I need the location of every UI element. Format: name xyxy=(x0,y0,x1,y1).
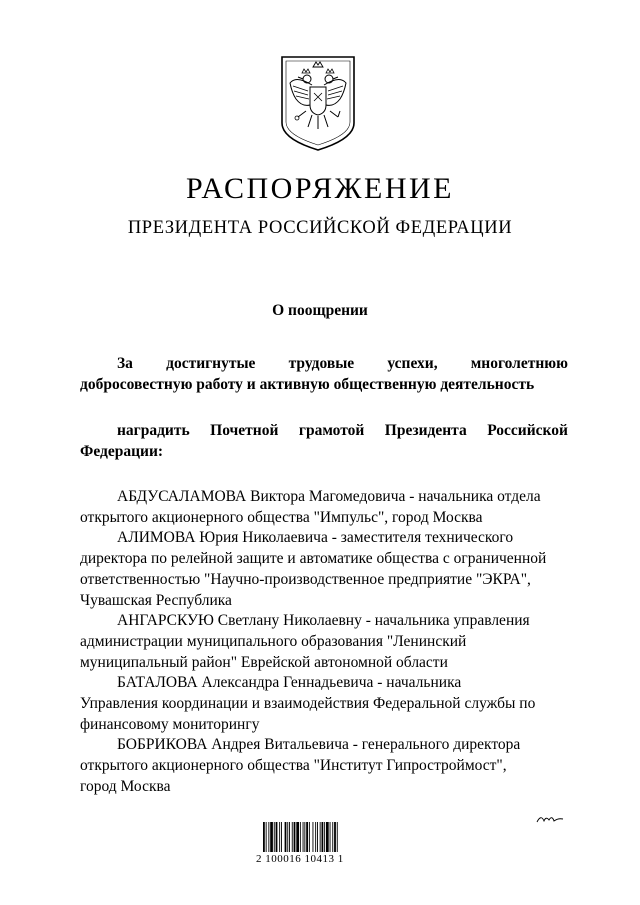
awardee-line: АБДУСАЛАМОВА Виктора Магомедовича - начальника отдела xyxy=(117,488,541,505)
preamble xyxy=(80,354,568,395)
awardee-line: финансовому мониторингу xyxy=(80,715,260,733)
awardee-entry xyxy=(80,673,568,735)
decision xyxy=(80,421,568,462)
preamble-line-2: добросовестную работу и активную общественную деятельность xyxy=(80,375,535,393)
document-subject: О поощрении xyxy=(272,302,368,319)
handwritten-initials-icon xyxy=(536,812,564,824)
awardee-line: АЛИМОВА Юрия Николаевича - заместителя технического xyxy=(117,529,514,547)
preamble-word: достигнутые xyxy=(166,355,256,372)
awardee-entry xyxy=(80,611,568,673)
awardee-entry xyxy=(80,735,568,797)
awardee-line: город Москва xyxy=(80,777,171,795)
awardee-line: открытого акционерного общества "Импульс", город Москва xyxy=(80,508,483,526)
document-title: РАСПОРЯЖЕНИЕ xyxy=(185,172,455,205)
document-subtitle: ПРЕЗИДЕНТА РОССИЙСКОЙ ФЕДЕРАЦИИ xyxy=(127,218,513,238)
decision-line-2: Федерации: xyxy=(80,442,164,460)
coat-of-arms-icon xyxy=(276,53,360,153)
decision-line-1 xyxy=(80,421,568,442)
decision-word: наградить xyxy=(117,422,190,439)
awardee-line: Чувашская Республика xyxy=(80,591,232,609)
preamble-line-1 xyxy=(80,354,568,375)
barcode-icon xyxy=(262,822,374,852)
preamble-word: За xyxy=(117,355,133,372)
decision-word: Президента xyxy=(384,422,467,439)
decision-word: Российской xyxy=(487,422,568,439)
awardee-line: БАТАЛОВА Александра Геннадьевича - начальника xyxy=(117,674,462,692)
awardee-line: открытого акционерного общества "Институт Гипростроймост", xyxy=(80,757,507,775)
awardee-line: ответственностью "Научно-производственное предприятие "ЭКРА", xyxy=(80,570,531,588)
preamble-word: успехи, xyxy=(387,355,438,372)
preamble-word: многолетнюю xyxy=(470,355,568,372)
decision-word: грамотой xyxy=(298,422,365,439)
awardee-line: муниципальный район" Еврейской автономной области xyxy=(80,653,448,671)
awardee-line: администрации муниципального образования "Ленинский xyxy=(80,632,467,650)
awardee-entry xyxy=(80,528,568,611)
awardee-list xyxy=(80,487,568,798)
decision-word: Почетной xyxy=(210,422,279,439)
awardee-line: АНГАРСКУЮ Светлану Николаевну - начальника управления xyxy=(117,612,530,630)
awardee-line: Управления координации и взаимодействия Федеральной службы по xyxy=(80,695,536,713)
preamble-word: трудовые xyxy=(288,355,355,372)
barcode-number: 2 100016 10413 1 xyxy=(256,853,344,865)
awardee-entry xyxy=(80,487,568,528)
awardee-line: директора по релейной защите и автоматике общества с ограниченной xyxy=(80,550,547,568)
awardee-line: БОБРИКОВА Андрея Витальевича - генерального директора xyxy=(117,736,521,754)
